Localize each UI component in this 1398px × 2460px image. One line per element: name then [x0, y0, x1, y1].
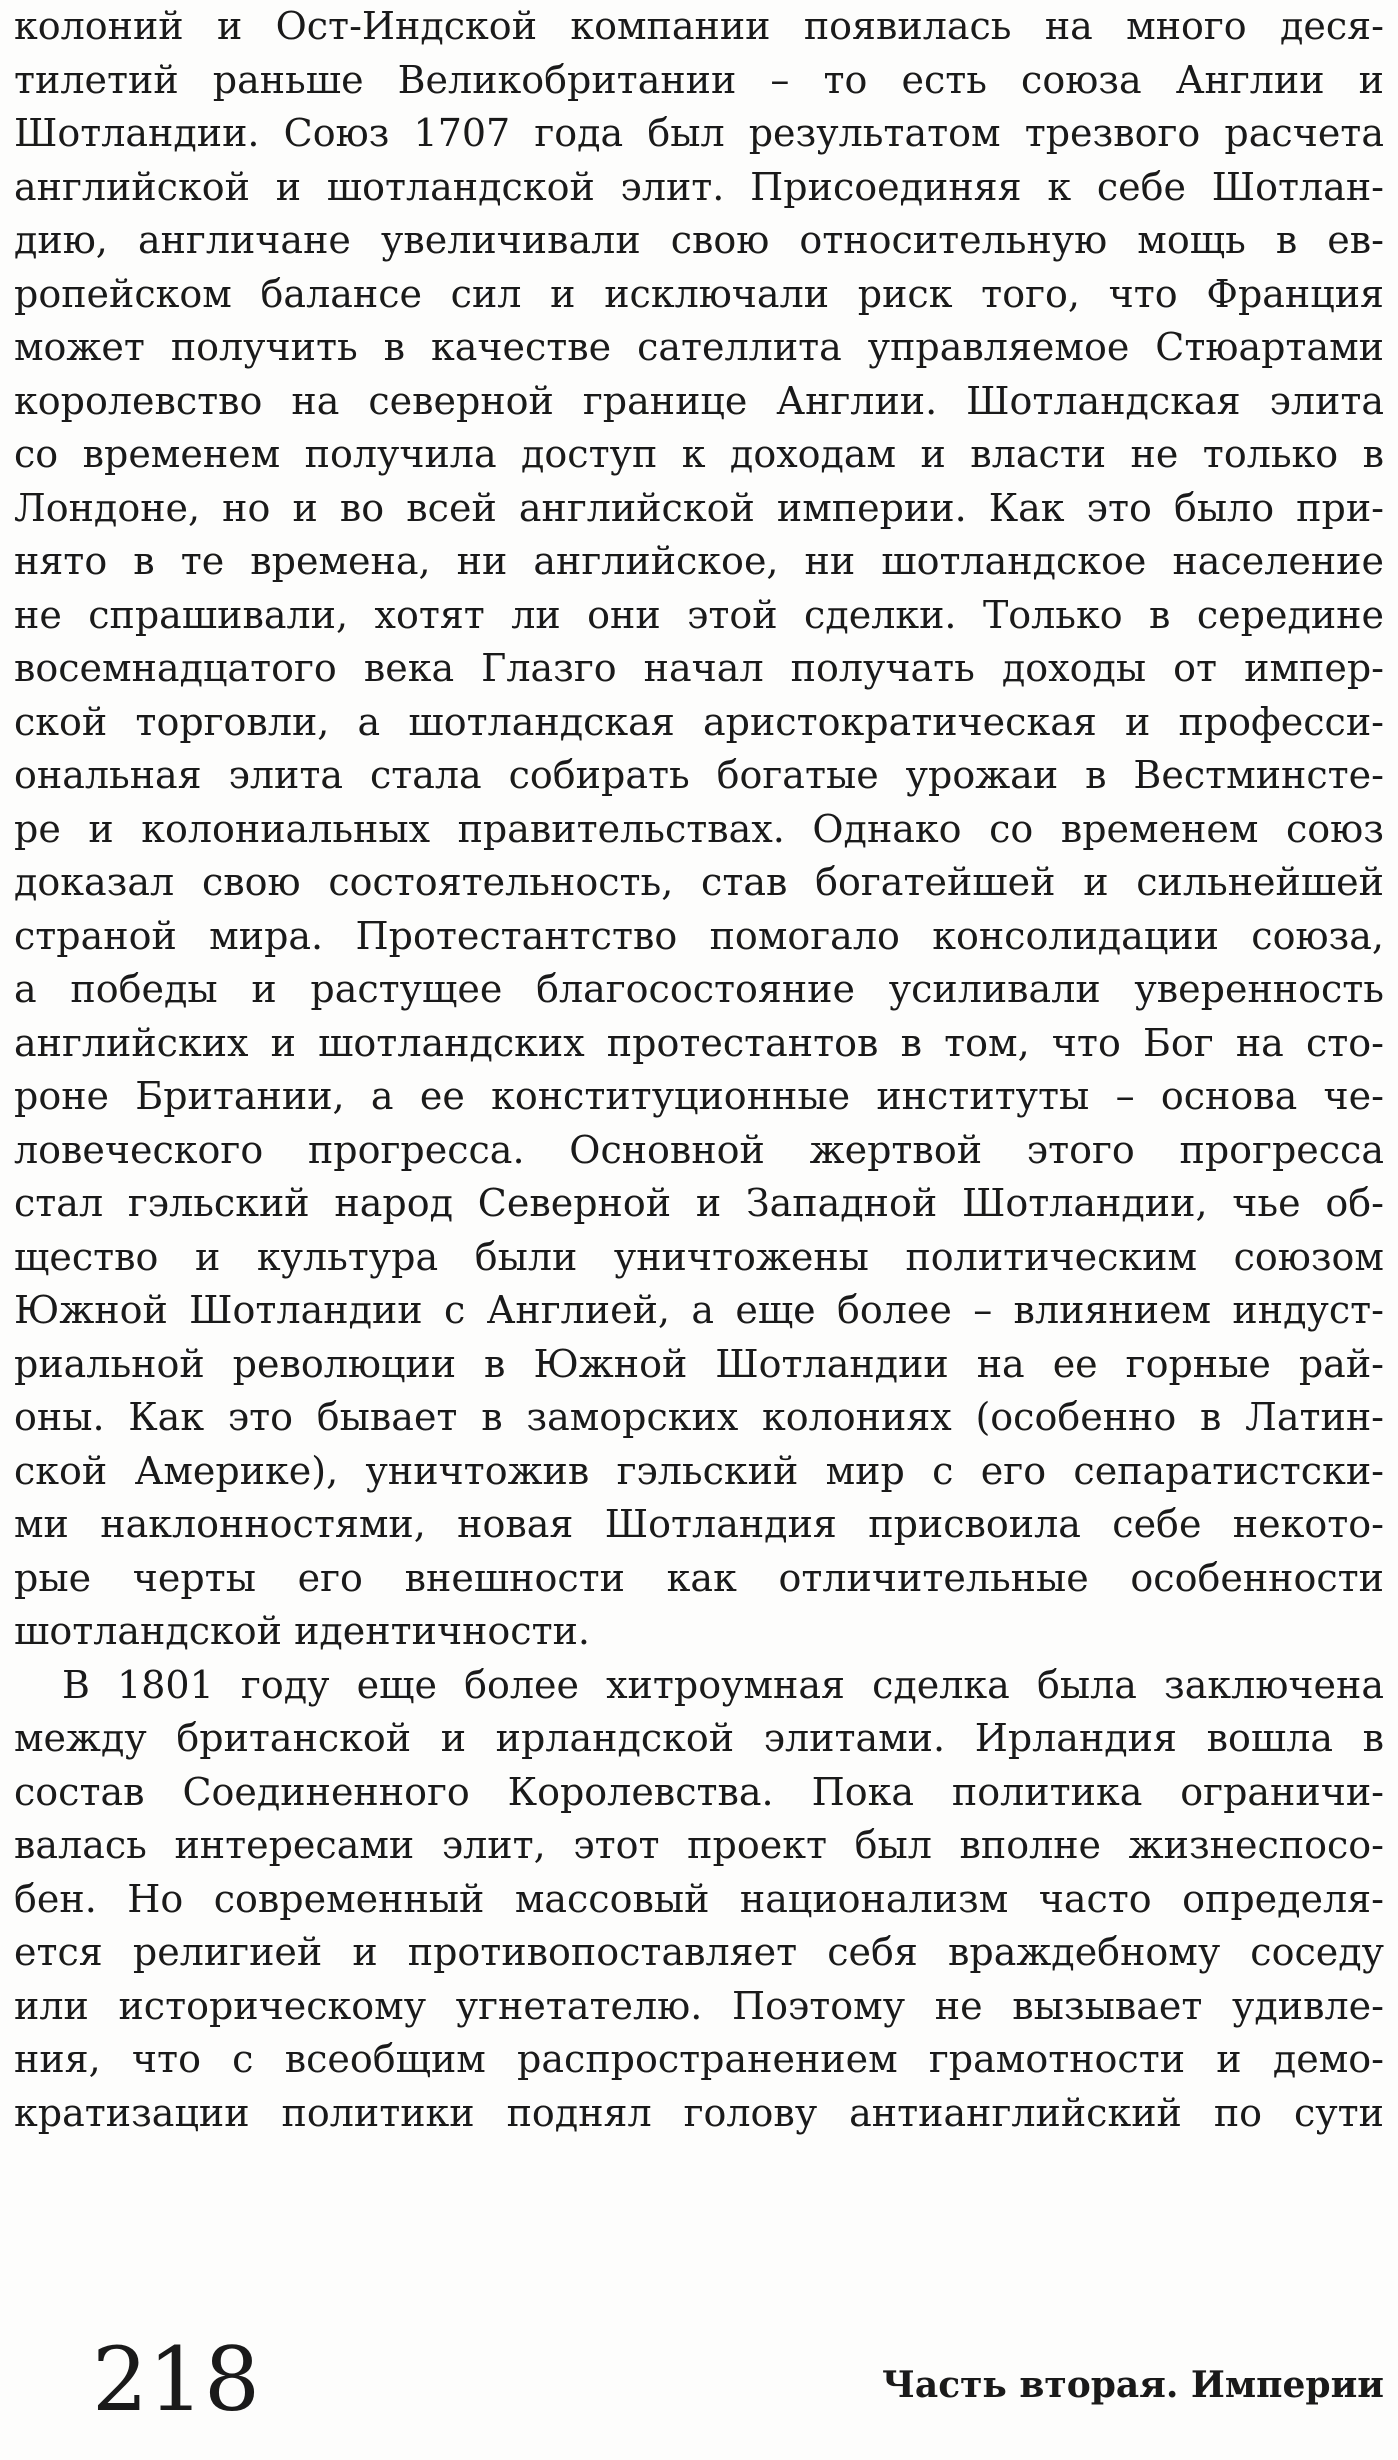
text-line: ется религией и противопоставляет себя враждебному соседу — [14, 1930, 1384, 1974]
text-line: В 1801 году еще более хитроумная сделка была заключена — [62, 1662, 1384, 1707]
text-line: ния, что с всеобщим распространением грамотности и демо- — [14, 2037, 1384, 2081]
text-line: нято в те времена, ни английское, ни шотландское население — [14, 539, 1384, 583]
body-text — [14, 0, 1384, 2140]
text-line: ропейском балансе сил и исключали риск того, что Франция — [14, 271, 1384, 316]
text-line: тилетий раньше Великобритании – то есть союза Англии и — [14, 57, 1384, 102]
text-line: ловеческого прогресса. Основной жертвой этого прогресса — [14, 1127, 1384, 1172]
text-line: колоний и Ост-Индской компании появилась на много деся- — [14, 4, 1384, 48]
text-line: восемнадцатого века Глазго начал получать доходы от импер- — [14, 646, 1384, 690]
text-line: Южной Шотландии с Англией, а еще более – влиянием индуст- — [14, 1288, 1384, 1332]
text-line: не спрашивали, хотят ли они этой сделки. Только в середине — [14, 592, 1384, 637]
text-line: английских и шотландских протестантов в том, что Бог на сто- — [14, 1020, 1384, 1065]
page-number: 218 — [92, 2328, 260, 2431]
text-line: состав Соединенного Королевства. Пока политика ограничи- — [14, 1769, 1384, 1814]
text-line: английской и шотландской элит. Присоединяя к себе Шотлан- — [14, 164, 1384, 209]
text-line: оны. Как это бывает в заморских колониях (особенно в Латин- — [14, 1395, 1384, 1439]
text-line: со временем получила доступ к доходам и власти не только в — [14, 432, 1384, 476]
text-line: кратизации политики поднял голову антианглийский по сути — [14, 2090, 1384, 2135]
text-line: доказал свою состоятельность, став богатейшей и сильнейшей — [14, 860, 1384, 904]
text-line: бен. Но современный массовый национализм часто определя- — [14, 1876, 1384, 1921]
text-line: или историческому угнетателю. Поэтому не вызывает удивле- — [14, 1983, 1384, 2028]
text-line: Лондоне, но и во всей английской империи. Как это было при- — [14, 485, 1384, 530]
text-line: ональная элита стала собирать богатые урожаи в Вестминсте- — [14, 753, 1384, 797]
text-line: ми наклонностями, новая Шотландия присвоила себе некото- — [14, 1502, 1384, 1546]
text-line: королевство на северной границе Англии. Шотландская элита — [14, 378, 1384, 423]
text-line: шотландской идентичности. — [14, 1609, 590, 1653]
text-line: страной мира. Протестантство помогало консолидации союза, — [14, 913, 1384, 958]
text-line: валась интересами элит, этот проект был вполне жизнеспосо- — [14, 1823, 1384, 1867]
text-line: ской Америке), уничтожив гэльский мир с его сепаратистски- — [14, 1448, 1384, 1493]
text-line: ре и колониальных правительствах. Однако со временем союз — [14, 806, 1384, 851]
text-line: между британской и ирландской элитами. Ирландия вошла в — [14, 1716, 1384, 1760]
text-line: роне Британии, а ее конституционные институты – основа че- — [14, 1074, 1384, 1118]
text-line: может получить в качестве сателлита управляемое Стюартами — [14, 325, 1384, 369]
text-line: щество и культура были уничтожены политическим союзом — [14, 1234, 1384, 1279]
text-line: рые черты его внешности как отличительные особенности — [14, 1555, 1384, 1600]
text-line: дию, англичане увеличивали свою относительную мощь в ев- — [14, 218, 1384, 262]
text-line: а победы и растущее благосостояние усиливали уверенность — [14, 967, 1384, 1011]
running-head: Часть вторая. Империи — [882, 2364, 1384, 2406]
text-line: ской торговли, а шотландская аристократическая и професси- — [14, 699, 1384, 744]
text-line: риальной революции в Южной Шотландии на ее горные рай- — [14, 1341, 1384, 1386]
text-line: Шотландии. Союз 1707 года был результатом трезвого расчета — [14, 111, 1384, 155]
text-line: стал гэльский народ Северной и Западной Шотландии, чье об- — [14, 1181, 1384, 1225]
